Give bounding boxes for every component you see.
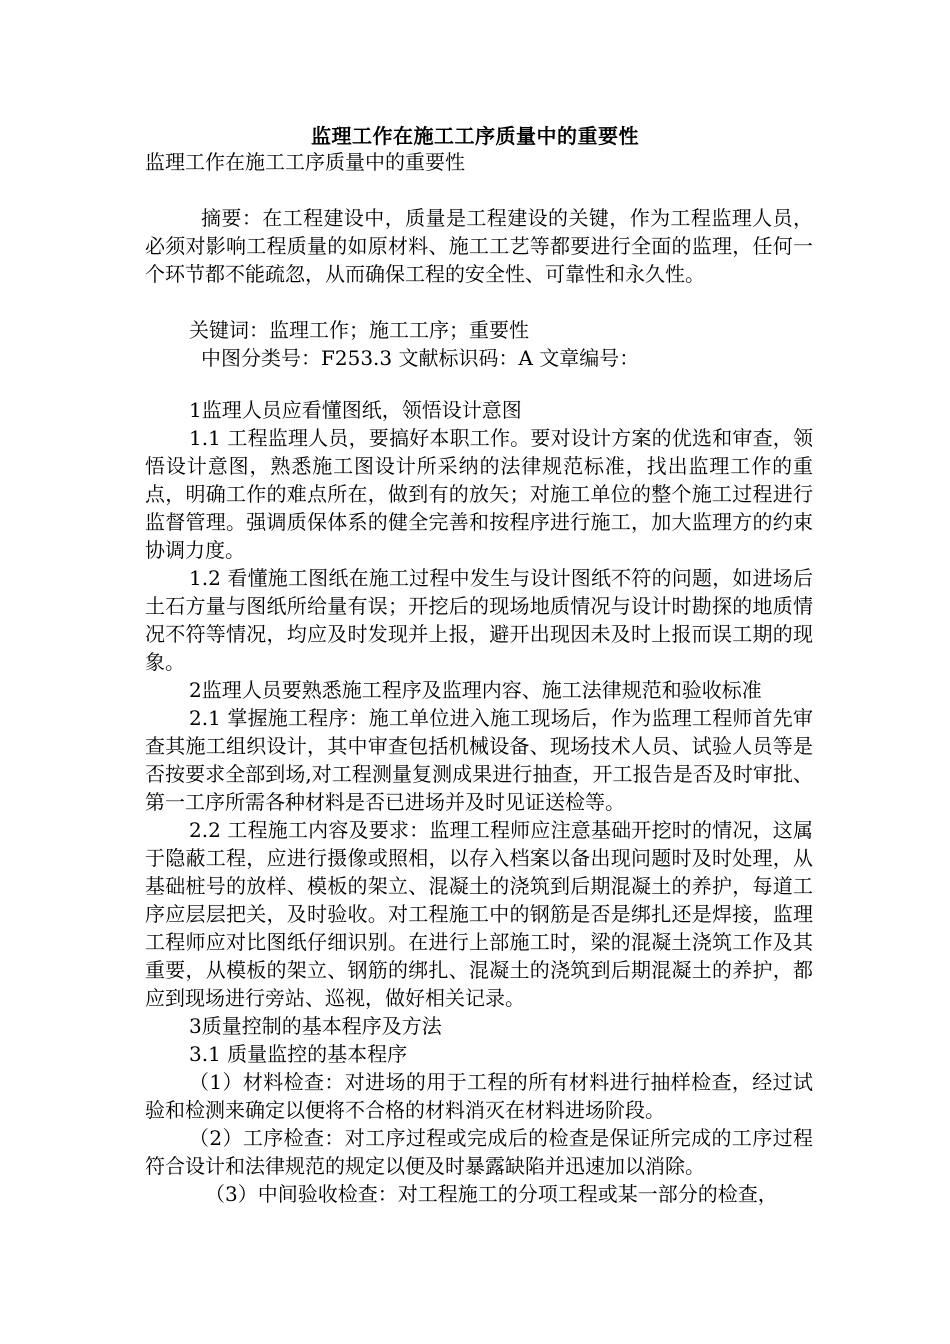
- list-item: （2）工序检查：对工序过程或完成后的检查是保证所完成的工序过程符合设计和法律规范的规定以便及时暴露缺陷并迅速加以消除。: [145, 1126, 813, 1178]
- spacer: [145, 288, 813, 316]
- section-paragraph: 2.2 工程施工内容及要求：监理工程师应注意基础开挖时的情况，这属于隐蔽工程，应进行摄像或照相，以存入档案以备出现问题时及时处理，从基础桩号的放样、模板的架立、混凝土的浇筑到后期混凝土的养护，每道工序应层层把关，及时验收。对工程施工中的钢筋是否是绑扎还是焊接，监理工程师应对比图纸仔细识别。在进行上部施工时，梁的混凝土浇筑工作及其重要，从模板的架立、钢筋的绑扎、混凝土的浇筑到后期混凝土的养护，都应到现场进行旁站、巡视，做好相关记录。: [145, 818, 813, 1010]
- section-heading: 3质量控制的基本程序及方法: [189, 1014, 442, 1038]
- keywords-line: 关键词：监理工作；施工工序；重要性: [189, 318, 529, 342]
- abstract-paragraph: 摘要：在工程建设中，质量是工程建设的关键，作为工程监理人员，必须对影响工程质量的如原材料、施工工艺等都要进行全面的监理，任何一个环节都不能疏忽，从而确保工程的安全性、可靠性和永久性。: [145, 206, 813, 286]
- section-heading: 3.1 质量监控的基本程序: [189, 1042, 408, 1066]
- classification-line: 中图分类号：F253.3 文献标识码：A 文章编号：: [201, 346, 640, 370]
- document-body: [145, 148, 813, 1208]
- section-heading: 2监理人员要熟悉施工程序及监理内容、施工法律规范和验收标准: [189, 678, 762, 702]
- document-subtitle: 监理工作在施工工序质量中的重要性: [145, 150, 465, 174]
- list-item: （1）材料检查：对进场的用于工程的所有材料进行抽样检查，经过试验和检测来确定以便将不合格的材料消灭在材料进场阶段。: [145, 1070, 813, 1122]
- section-paragraph: 1.2 看懂施工图纸在施工过程中发生与设计图纸不符的问题，如进场后土石方量与图纸所给量有误；开挖后的现场地质情况与设计时勘探的地质情况不符等情况，均应及时发现并上报，避开出现因未及时上报而误工期的现象。: [145, 566, 813, 674]
- list-item: （3）中间验收检查：对工程施工的分项工程或某一部分的检查，: [205, 1182, 778, 1206]
- section-paragraph: 2.1 掌握施工程序：施工单位进入施工现场后，作为监理工程师首先审查其施工组织设计，其中审查包括机械设备、现场技术人员、试验人员等是否按要求全部到场,对工程测量复测成果进行抽查，开工报告是否及时审批、第一工序所需各种材料是否已进场并及时见证送检等。: [145, 706, 813, 814]
- section-paragraph: 1.1 工程监理人员，要搞好本职工作。要对设计方案的优选和审查，领悟设计意图，熟悉施工图设计所采纳的法律规范标准，找出监理工作的重点，明确工作的难点所在，做到有的放矢；对施工单位的整个施工过程进行监督管理。强调质保体系的健全完善和按程序进行施工，加大监理方的约束协调力度。: [145, 426, 813, 562]
- spacer: [145, 176, 813, 204]
- spacer: [145, 372, 813, 396]
- section-heading: 1监理人员应看懂图纸，领悟设计意图: [189, 398, 522, 422]
- document-title: 监理工作在施工工序质量中的重要性: [311, 124, 639, 148]
